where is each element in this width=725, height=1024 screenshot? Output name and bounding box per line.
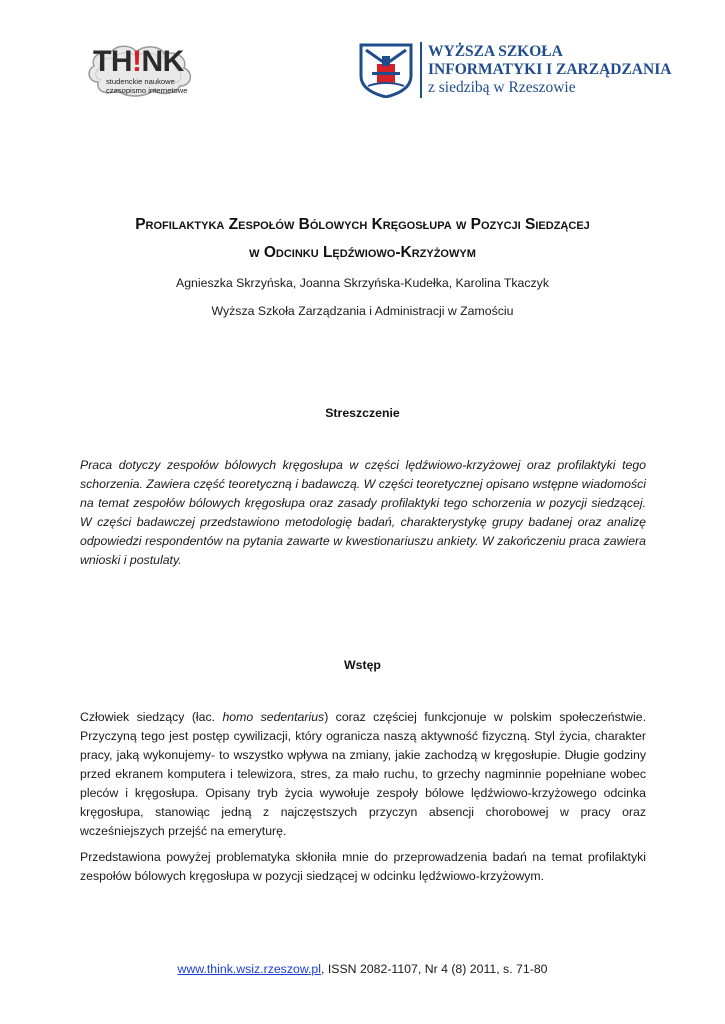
- abstract-text: Praca dotyczy zespołów bólowych kręgosłupa w części lędźwiowo-krzyżowej oraz profilaktyki tego schorzenia. Zawiera część teoretyczną i badawczą. W części teoretycznej opisano wstępne wiadomości na temat zespołów bólowych kręgosłupa oraz zasady profilaktyki tego schorzenia w pozycji siedzącej. W części badawczej przedstawiono metodologię badań, charakterystykę grupy badanej oraz analizę odpowiedzi respondentów na pytania zawarte w kwestionariuszu ankiety. W zakończeniu praca zawiera wnioski i postulaty.: [80, 458, 646, 567]
- intro-heading: Wstęp: [344, 658, 381, 672]
- wsiz-logo-name-line1: WYŻSZA SZKOŁA: [428, 43, 563, 60]
- think-logo-bang: !: [132, 45, 142, 78]
- wsiz-logo-seat: z siedzibą w Rzeszowie: [428, 79, 576, 96]
- intro-paragraph-1: [80, 708, 646, 841]
- page-footer: [0, 961, 725, 977]
- article-title-line2: w Odcinku Lędźwiowo-Krzyżowym: [249, 244, 476, 261]
- wsiz-logo-divider: [420, 42, 422, 98]
- intro-paragraph-2: Przedstawiona powyżej problematyka skłoniła mnie do przeprowadzenia badań na temat profilaktyki zespołów bólowych kręgosłupa w pozycji siedzącej w odcinku lędźwiowo-krzyżowym.: [80, 850, 646, 883]
- intro-p1-latin-term: homo sedentarius: [222, 710, 325, 724]
- think-logo-wordmark: TH!NK: [93, 45, 184, 78]
- intro-p1-before: Człowiek siedzący (łac.: [80, 710, 223, 724]
- article-authors: Agnieszka Skrzyńska, Joanna Skrzyńska-Kudełka, Karolina Tkaczyk: [176, 276, 549, 290]
- journal-link[interactable]: www.think.wsiz.rzeszow.pl: [177, 962, 322, 976]
- footer-citation: , ISSN 2082-1107, Nr 4 (8) 2011, s. 71-80: [321, 962, 548, 976]
- think-logo-subtitle-line2: czasopismo internetowe: [106, 86, 188, 95]
- abstract-heading: Streszczenie: [325, 406, 400, 420]
- article-title-line1: Profilaktyka Zespołów Bólowych Kręgosłupa w Pozycji Siedzącej: [135, 216, 590, 233]
- intro-p1-after: ) coraz częściej funkcjonuje w polskim społeczeństwie. Przyczyną tego jest postęp cywilizacji, który ogranicza naszą aktywność fizyczną. Styl życia, charakter pracy, jaką wykonujemy- to wszystko wpływa na zmiany, jakie zachodzą w kręgosłupie. Długie godziny przed ekranem komputera i telewizora, stres, za mało ruchu, to grzechy nagminnie popełniane wobec pleców i kręgosłupa. Opisany tryb życia wywołuje zespoły bólowe lędźwiowo-krzyżowego odcinka kręgosłupa, stanowiąc jedną z najczęstszych przyczyn absencji chorobowej w pracy oraz wcześniejszych przejść na emeryturę.: [80, 710, 646, 838]
- think-logo-subtitle-line1: studenckie naukowe: [106, 77, 175, 86]
- wsiz-logo-name-line2: INFORMATYKI I ZARZĄDZANIA: [428, 61, 672, 78]
- think-logo-subtitle: [106, 77, 187, 95]
- article-affiliation: Wyższa Szkoła Zarządzania i Administracji w Zamościu: [211, 304, 514, 318]
- wsiz-crest-icon: [358, 42, 414, 98]
